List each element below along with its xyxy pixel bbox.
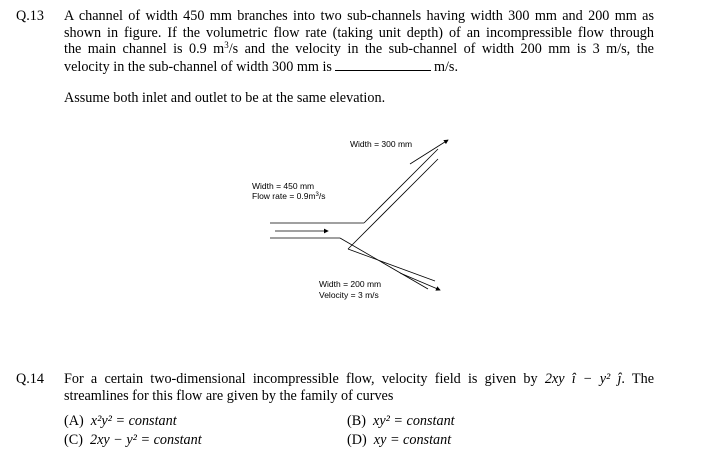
option-b[interactable] bbox=[347, 413, 455, 430]
superscript: 3 bbox=[224, 40, 229, 50]
upper-branch-inner-wall bbox=[348, 159, 438, 249]
lower-branch-velocity-label: Velocity = 3 m/s bbox=[319, 290, 379, 300]
text-segment: /s and the velocity in the sub-channel of width 200 mm is 3 m/s, the bbox=[228, 41, 654, 57]
option-c[interactable] bbox=[64, 432, 202, 449]
assumption-text: Assume both inlet and outlet to be at the same elevation. bbox=[64, 90, 386, 106]
question-number: Q.14 bbox=[16, 371, 44, 387]
question-line bbox=[64, 41, 654, 58]
question-14 bbox=[16, 371, 656, 411]
question-13 bbox=[16, 8, 656, 78]
text-segment: the main channel is 0.9 m bbox=[64, 41, 225, 57]
option-label: (B) bbox=[347, 413, 366, 429]
text-segment: . The bbox=[621, 371, 654, 387]
velocity-field-expression: 2xy î − y² ĵ bbox=[544, 371, 622, 387]
option-expression: x²y² = constant bbox=[90, 413, 177, 429]
question-number: Q.13 bbox=[16, 8, 44, 24]
option-expression: xy = constant bbox=[373, 432, 452, 448]
question-line bbox=[64, 371, 654, 388]
text-segment: For a certain two-dimensional incompressible flow, velocity field is given by bbox=[64, 371, 538, 387]
question-line: A channel of width 450 mm branches into two sub-channels having width 300 mm and 200 mm as bbox=[64, 8, 654, 24]
option-a[interactable] bbox=[64, 413, 177, 430]
unit-label: m/s. bbox=[433, 58, 458, 75]
superscript: 3 bbox=[315, 192, 319, 198]
text-segment: Flow rate = 0.9m bbox=[252, 191, 316, 201]
lower-branch-inner-wall bbox=[348, 249, 435, 281]
option-expression: xy² = constant bbox=[373, 413, 455, 429]
option-d[interactable] bbox=[347, 432, 451, 449]
upper-outlet-arrow bbox=[410, 140, 448, 164]
text-segment: velocity in the sub-channel of width 300 mm is bbox=[64, 58, 332, 75]
question-line: streamlines for this flow are given by the family of curves bbox=[64, 387, 394, 404]
answer-blank bbox=[335, 58, 431, 71]
question-line: shown in figure. If the volumetric flow rate (taking unit depth) of an incompressible flow through bbox=[64, 24, 654, 41]
inlet-flow-rate-label bbox=[252, 191, 326, 201]
option-label: (C) bbox=[64, 432, 83, 448]
lower-branch-width-label: Width = 200 mm bbox=[319, 279, 382, 289]
upper-branch-outer-wall bbox=[364, 149, 438, 223]
upper-branch-width-label: Width = 300 mm bbox=[350, 139, 413, 149]
option-label: (D) bbox=[347, 432, 367, 448]
option-expression: 2xy − y² = constant bbox=[90, 432, 202, 448]
text-segment: /s bbox=[318, 191, 326, 201]
question-line bbox=[64, 58, 654, 76]
channel-figure bbox=[230, 130, 470, 310]
option-label: (A) bbox=[64, 413, 84, 429]
inlet-width-label: Width = 450 mm bbox=[252, 181, 315, 191]
question-text bbox=[64, 8, 654, 75]
question-text bbox=[64, 371, 654, 404]
